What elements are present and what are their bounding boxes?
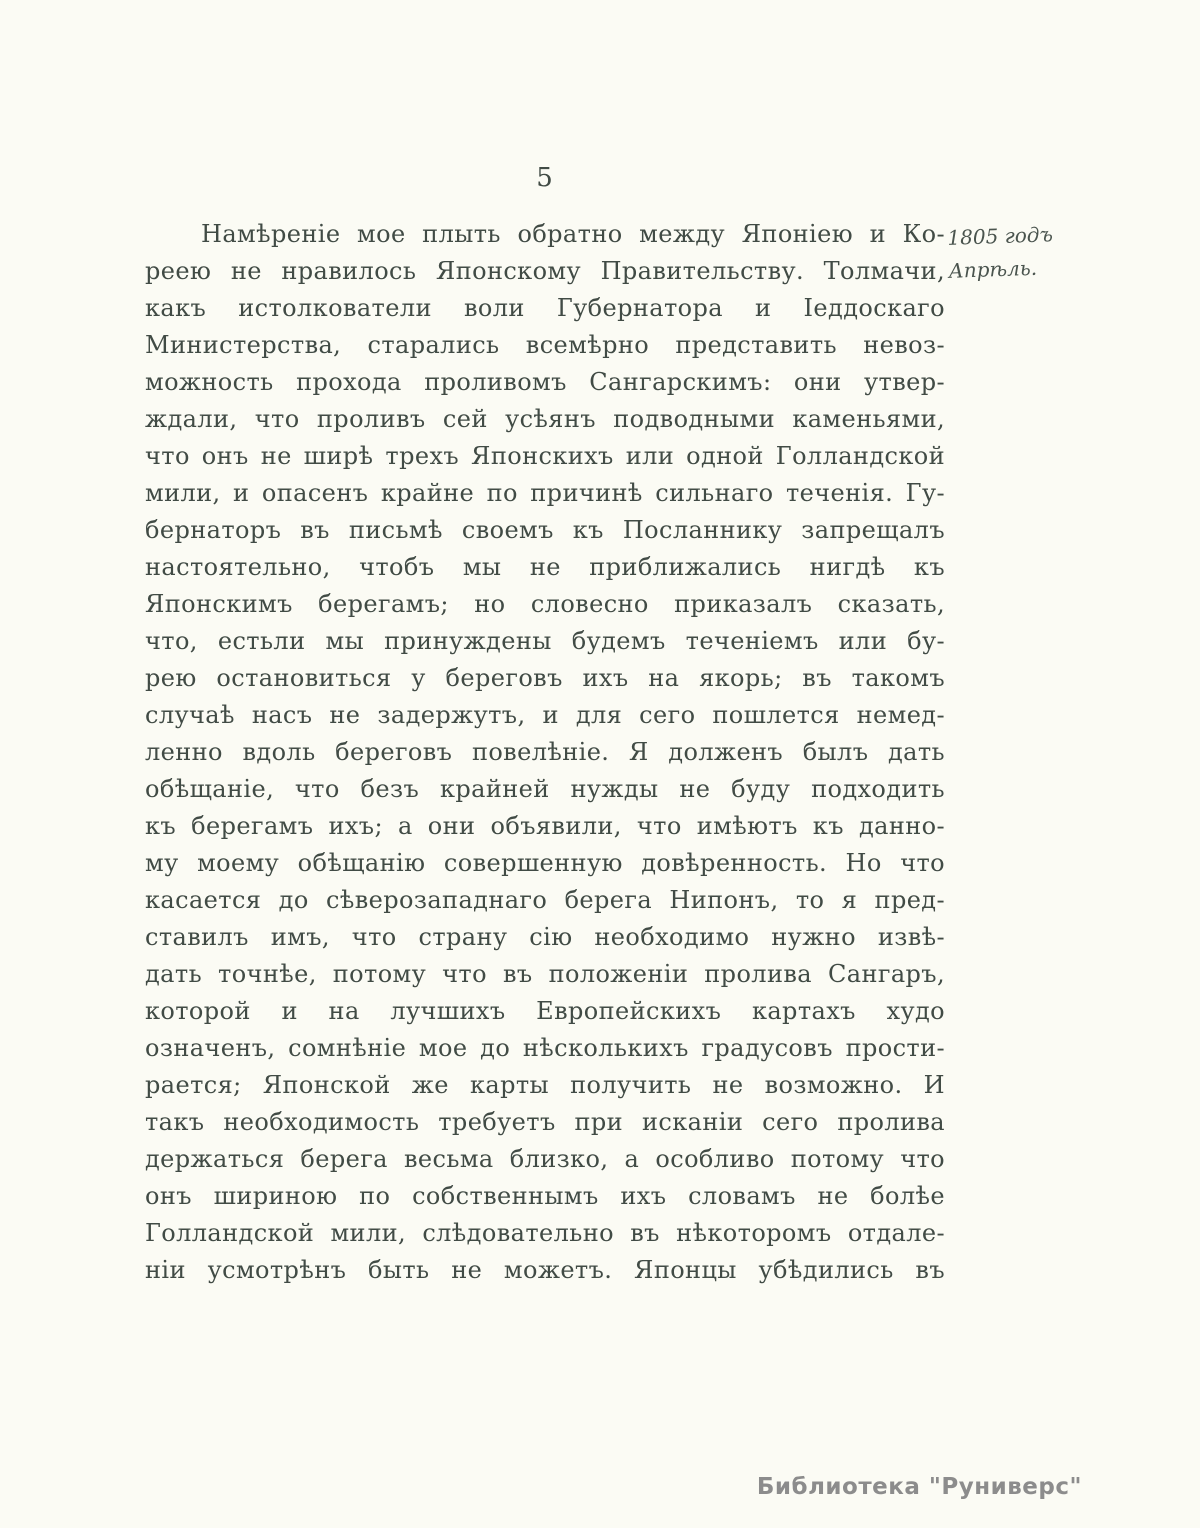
text-line: мили, и опасенъ крайне по причинѣ сильнаго теченія. Гу- [145,479,945,507]
text-line: бернаторъ въ письмѣ своемъ къ Посланнику запрещалъ [145,516,945,544]
text-line: какъ истолкователи воли Губернатора и Іеддоскаго [145,294,945,322]
text-line: обѣщаніе, что безъ крайней нужды не буду подходить [145,775,945,803]
margin-note-year: 1805 годъ [947,222,1054,250]
text-line: рею остановиться у береговъ ихъ на якорь; въ такомъ [145,664,945,692]
text-line: Голландской мили, слѣдовательно въ нѣкоторомъ отдале- [145,1219,945,1247]
text-line: случаѣ насъ не задержутъ, и для сего пошлется немед- [145,701,945,729]
text-line: держаться берега весьма близко, а особливо потому что [145,1145,945,1173]
text-line: ждали, что проливъ сей усѣянъ подводными каменьями, [145,405,945,433]
text-line: Намѣреніе мое плыть обратно между Японіею и Ко- [201,220,945,248]
text-line: ніи усмотрѣнъ быть не можетъ. Японцы убѣдились въ [145,1256,945,1284]
text-line: онъ шириною по собственнымъ ихъ словамъ не болѣе [145,1182,945,1210]
text-line: настоятельно, чтобъ мы не приближались нигдѣ къ [145,553,945,581]
text-line: что онъ не ширѣ трехъ Японскихъ или одной Голландской [145,442,945,470]
text-line: можность прохода проливомъ Сангарскимъ: они утвер- [145,368,945,396]
text-line: означенъ, сомнѣніе мое до нѣсколькихъ градусовъ прости- [145,1034,945,1062]
watermark: Библиотека "Руниверс" [756,1474,1082,1500]
text-line: ставилъ имъ, что страну сію необходимо нужно извѣ- [145,923,945,951]
text-line: реею не нравилось Японскому Правительству. Толмачи, [145,257,945,285]
text-line: Японскимъ берегамъ; но словесно приказалъ сказать, [145,590,945,618]
text-line: Министерства, старались всемѣрно представить невоз- [145,331,945,359]
text-line: ленно вдоль береговъ повелѣніе. Я долженъ былъ дать [145,738,945,766]
text-line: му моему обѣщанію совершенную довѣренность. Но что [145,849,945,877]
text-line: къ берегамъ ихъ; а они объявили, что имѣютъ къ данно- [145,812,945,840]
margin-note-month: Апрѣль. [948,255,1038,283]
text-line: касается до сѣверозападнаго берега Нипонъ, то я пред- [145,886,945,914]
text-line: такъ необходимость требуетъ при исканіи сего пролива [145,1108,945,1136]
page-number: 5 [536,163,554,193]
margin-note [947,218,1055,288]
text-line: которой и на лучшихъ Европейскихъ картахъ худо [145,997,945,1025]
text-line: рается; Японской же карты получить не возможно. И [145,1071,945,1099]
text-line: что, естьли мы принуждены будемъ теченіемъ или бу- [145,627,945,655]
text-line: дать точнѣе, потому что въ положеніи пролива Сангаръ, [145,960,945,988]
body-text [145,216,945,1289]
